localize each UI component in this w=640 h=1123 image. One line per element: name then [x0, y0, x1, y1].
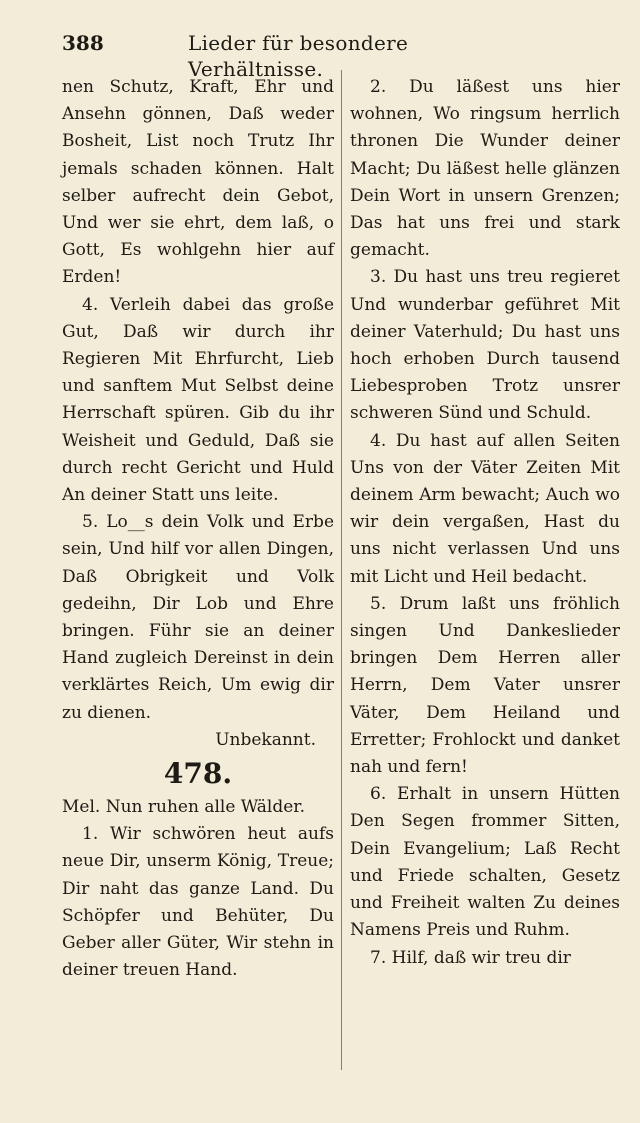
right-column [350, 74, 620, 972]
verse-6: 6. Erhalt in unsern Hütten Den Segen frommer Sitten, Dein Evangelium; Laß Recht und Friede schalten, Gesetz und Freiheit walten Zu deines Namens Preis und Ruhm. [350, 784, 620, 941]
verse-4: 4. Verleih dabei das große Gut, Daß wir durch ihr Regieren Mit Ehrfurcht, Lieb und sanftem Mut Selbst deine Herrschaft spüren. Gib du ihr Weisheit und Geduld, Daß sie durch recht Gericht und Huld An deiner Statt uns leite. [62, 294, 334, 506]
running-head: Lieder für besondere Verhältnisse. [188, 31, 409, 81]
verse-3: 3. Du hast uns treu regieret Und wunderbar geführet Mit deiner Vaterhuld; Du hast uns hoch erhoben Durch tausend Liebesproben Trotz unsrer schweren Sünd und Schuld. [350, 267, 620, 424]
verse-4: 4. Du hast auf allen Seiten Uns von der Väter Zeiten Mit deinem Arm bewacht; Auch wo wir dein vergaßen, Hast du uns nicht verlassen Und uns mit Licht und Heil bedacht. [350, 430, 620, 587]
page-number: 388 [62, 31, 104, 55]
hymn-author: Unbekannt. [215, 729, 316, 750]
verse-5: 5. Drum laßt uns fröhlich singen Und Dankeslieder bringen Dem Herren aller Herrn, Dem Vater unsrer Väter, Dem Heiland und Erretter; Frohlockt und danket nah und fern! [350, 593, 620, 778]
verse-7: 7. Hilf, daß wir treu dir [370, 947, 571, 968]
verse-1: 1. Wir schwören heut aufs neue Dir, unserm König, Treue; Dir naht das ganze Land. Du Schöpfer und Behüter, Du Geber aller Güter, Wir stehn in deiner treuen Hand. [62, 824, 334, 981]
verse-2: 2. Du läßest uns hier wohnen, Wo ringsum herrlich thronen Die Wunder deiner Macht; Du läßest helle glänzen Dein Wort in unsern Grenzen; Das hat uns frei und stark gemacht. [350, 77, 620, 261]
page-header [62, 30, 502, 81]
verse-5: 5. Lo__s dein Volk und Erbe sein, Und hilf vor allen Dingen, Daß Obrigkeit und Volk gedeihn, Dir Lob und Ehre bringen. Führ sie an deiner Hand zugleich Dereinst in dein verklärtes Reich, Um ewig dir zu dienen. [62, 512, 334, 723]
column-divider [341, 70, 342, 1070]
melody-line: Mel. Nun ruhen alle Wälder. [62, 797, 305, 818]
left-column [62, 74, 334, 985]
verse-continuation: nen Schutz, Kraft, Ehr und Ansehn gönnen, Daß weder Bosheit, List noch Trutz Ihr jemals schaden können. Halt selber aufrecht dein Gebot, Und wer sie ehrt, dem laß, o Gott, Es wohlgehn hier auf Erden! [62, 77, 334, 288]
hymn-number: 478. [163, 757, 233, 791]
